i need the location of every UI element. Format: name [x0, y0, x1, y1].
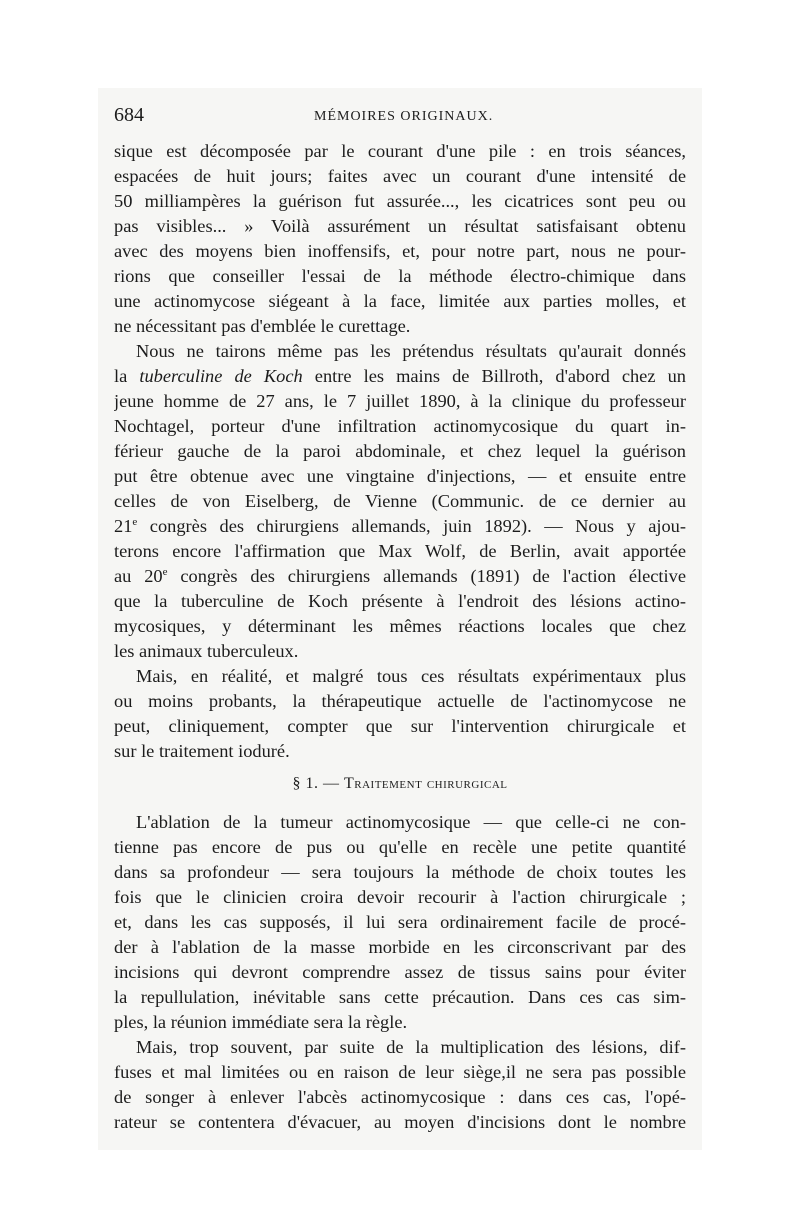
text-line: les animaux tuberculeux. [114, 641, 299, 661]
text-line: ples, la réunion immédiate sera la règle. [114, 1012, 408, 1032]
text-span: au 20 [114, 566, 163, 586]
italic-term: tuberculine de Koch [139, 366, 303, 386]
text-line: fuses et mal limitées ou en raison de leur siège,il ne sera pas possible [114, 1062, 686, 1082]
text-line: dans sa profondeur — sera toujours la méthode de choix toutes les [114, 862, 686, 882]
text-line: sur le traitement ioduré. [114, 741, 290, 761]
text-line [114, 564, 686, 589]
text-line: espacées de huit jours; faites avec un courant d'une intensité de [114, 166, 686, 186]
text-line: put être obtenue avec une vingtaine d'injections, — et ensuite entre [114, 466, 686, 486]
text-line: que la tuberculine de Koch présente à l'endroit des lésions actino- [114, 591, 686, 611]
text-line: une actinomycose siégeant à la face, limitée aux parties molles, et [114, 291, 686, 311]
text-line: pas visibles... » Voilà assurément un résultat satisfaisant obtenu [114, 216, 686, 236]
text-line: rions que conseiller l'essai de la méthode électro-chimique dans [114, 266, 686, 286]
superscript: e [162, 565, 168, 578]
superscript: e [132, 515, 138, 528]
section-heading [114, 772, 686, 796]
text-line: ou moins probants, la thérapeutique actuelle de l'actinomycose ne [114, 691, 686, 711]
page-number: 684 [114, 104, 144, 126]
text-line: terons encore l'affirmation que Max Wolf, de Berlin, avait apportée [114, 541, 686, 561]
text-line: jeune homme de 27 ans, le 7 juillet 1890, à la clinique du professeur [114, 391, 686, 411]
text-line: et, dans les cas supposés, il lui sera ordinairement facile de procé- [114, 912, 686, 932]
text-line: Nochtagel, porteur d'une infiltration actinomycosique du quart in- [114, 416, 686, 436]
text-line: incisions qui devront comprendre assez de tissus sains pour éviter [114, 962, 686, 982]
text-line: la repullulation, inévitable sans cette précaution. Dans ces cas sim- [114, 987, 686, 1007]
text-line: Nous ne tairons même pas les prétendus résultats qu'aurait donnés [136, 341, 686, 361]
text-line: der à l'ablation de la masse morbide en les circonscrivant par des [114, 937, 686, 957]
section-number: § 1. — [292, 775, 340, 792]
text-line: Mais, trop souvent, par suite de la multiplication des lésions, dif- [136, 1037, 686, 1057]
text-line: peut, cliniquement, compter que sur l'intervention chirurgicale et [114, 716, 686, 736]
text-line: mycosiques, y déterminant les mêmes réactions locales que chez [114, 616, 686, 636]
running-title: MÉMOIRES ORIGINAUX. [314, 109, 494, 124]
text-line: rateur se contentera d'évacuer, au moyen d'incisions dont le nombre [114, 1112, 686, 1132]
text-line: celles de von Eiselberg, de Vienne (Communic. de ce dernier au [114, 491, 686, 511]
text-line: tienne pas encore de pus ou qu'elle en recèle une petite quantité [114, 837, 686, 857]
text-line: férieur gauche de la paroi abdominale, et chez lequel la guérison [114, 441, 686, 461]
text-line: ne nécessitant pas d'emblée le curettage. [114, 316, 411, 336]
text-line: Mais, en réalité, et malgré tous ces résultats expérimentaux plus [136, 666, 686, 686]
text-line: de songer à enlever l'abcès actinomycosique : dans ces cas, l'opé- [114, 1087, 686, 1107]
text-span: 21 [114, 516, 133, 536]
text-line: sique est décomposée par le courant d'une pile : en trois séances, [114, 141, 686, 161]
text-line [114, 364, 686, 389]
text-line [114, 514, 686, 539]
section-title: Traitement chirurgical [344, 775, 508, 792]
page-body [114, 0, 686, 1215]
text-line: L'ablation de la tumeur actinomycosique — que celle-ci ne con- [136, 812, 686, 832]
text-span: congrès des chirurgiens allemands (1891) de l'action élective [167, 566, 686, 586]
text-span: congrès des chirurgiens allemands, juin 1892). — Nous y ajou- [137, 516, 686, 536]
text-line: fois que le clinicien croira devoir recourir à l'action chirurgicale ; [114, 887, 686, 907]
text-span: la [114, 366, 128, 386]
text-line: avec des moyens bien inoffensifs, et, pour notre part, nous ne pour- [114, 241, 686, 261]
text-line: 50 milliampères la guérison fut assurée..., les cicatrices sont peu ou [114, 191, 686, 211]
text-span: entre les mains de Billroth, d'abord chez un [314, 366, 686, 386]
